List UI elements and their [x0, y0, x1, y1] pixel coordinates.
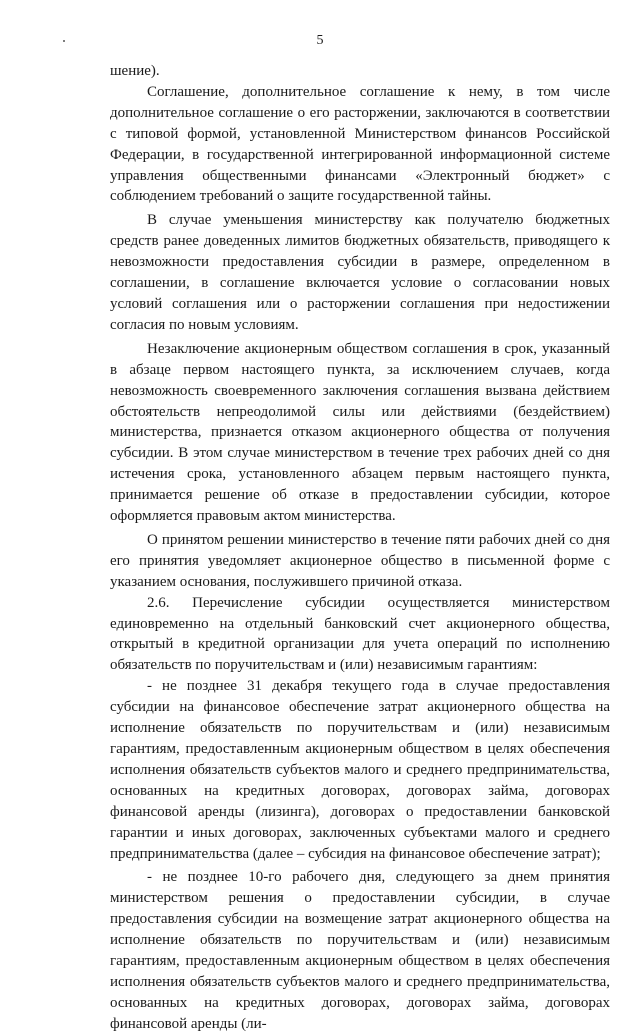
page-number: 5	[316, 33, 324, 48]
paragraph-section-2-6: 2.6. Перечисление субсидии осуществляется министерством единовременно на отдельный банковский счет акционерного общества, открытый в кредитной организации для учета операций по исполнению обязательств по поручительствам и (или) независимым гарантиям:	[110, 594, 610, 674]
list-item-10th-working-day: - не позднее 10-го рабочего дня, следующего за днем принятия министерством решения о предоставлении субсидии, в случае предоставления субсидии на возмещение затрат акционерного общества на исполнение обязательств по поручительствам и (или) независимым гарантиям, предоставленным акционерным обществом в целях обеспечения исполнения обязательств субъектов малого и среднего предпринимательства, основанных на кредитных договорах, договорах займа, договорах финансовой аренды (ли-	[110, 869, 610, 1032]
paragraph-non-conclusion: Незаключение акционерным обществом соглашения в срок, указанный в абзаце первом настоящего пункта, за исключением случаев, когда невозможность своевременного заключения соглашения вызвана действием обстоятельств непреодолимой силы или действиями (бездействием) министерства, признается отказом акционерного общества от получения субсидии. В этом случае министерством в течение трех рабочих дней со дня истечения срока, установленного абзацем первым настоящего пункта, принимается решение об отказе в предоставлении субсидии, которое оформляется правовым актом министерства.	[110, 340, 610, 525]
paragraph-limits-reduction: В случае уменьшения министерству как получателю бюджетных средств ранее доведенных лимитов бюджетных обязательств, приводящего к невозможности предоставления субсидии в размере, определенном в соглашении, в соглашение включается условие о согласовании новых условий соглашения или о расторжении соглашения при недостижении согласия по новым условиям.	[110, 212, 610, 333]
document-body	[110, 61, 610, 1035]
list-item-december-31: - не позднее 31 декабря текущего года в случае предоставления субсидии на финансовое обеспечение затрат акционерного общества на исполнение обязательств по поручительствам и (или) независимым гарантиям, предоставленным акционерным обществом в целях обеспечения исполнения обязательств субъектов малого и среднего предпринимательства, основанных на кредитных договорах, договорах займа, договорах финансовой аренды (лизинга), договорах о предоставлении банковской гарантии и иных договорах, заключенных субъектами малого и среднего предпринимательства (далее – субсидия на финансовое обеспечение затрат);	[110, 678, 610, 862]
paragraph-continuation: шение).	[110, 63, 160, 79]
paragraph-notification: О принятом решении министерство в течение пяти рабочих дней со дня его принятия уведомляет акционерное общество в письменной форме с указанием основания, послужившего причиной отказа.	[110, 531, 610, 590]
paragraph-agreement-form: Соглашение, дополнительное соглашение к нему, в том числе дополнительное соглашение о его расторжении, заключаются в соответствии с типовой формой, установленной Министерством финансов Российской Федерации, в государственной интегрированной информационной системе управления общественными финансами «Электронный бюджет» с соблюдением требований о защите государственной тайны.	[110, 83, 610, 205]
